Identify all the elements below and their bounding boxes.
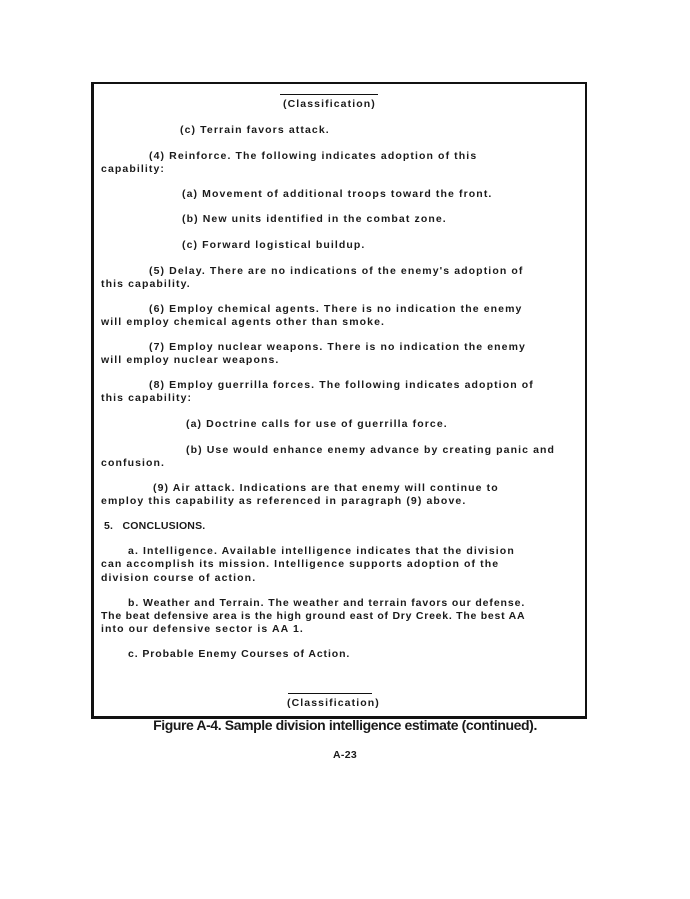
line-guerrilla-forces: (8) Employ guerrilla forces. The following indicates adoption of (149, 379, 534, 391)
footer-classification: (Classification) (287, 697, 380, 709)
line-reinforce: (4) Reinforce. The following indicates adoption of this (149, 150, 478, 162)
line-delay-cont: this capability. (101, 278, 191, 290)
line-weather-terrain: b. Weather and Terrain. The weather and terrain favors our defense. (128, 597, 526, 609)
line-chemical-agents-cont: will employ chemical agents other than smoke. (101, 316, 386, 328)
line-movement-troops: (a) Movement of additional troops toward the front. (182, 188, 493, 200)
line-chemical-agents: (6) Employ chemical agents. There is no indication the enemy (149, 303, 523, 315)
line-reinforce-cont: capability: (101, 163, 166, 175)
page-number: A-23 (333, 749, 357, 761)
line-intelligence-cont1: can accomplish its mission. Intelligence supports adoption of the (101, 558, 500, 570)
header-rule (280, 94, 378, 95)
line-enhance-advance: (b) Use would enhance enemy advance by creating panic and (186, 444, 556, 456)
footer-rule (288, 693, 372, 694)
header-classification: (Classification) (283, 98, 376, 110)
line-terrain-favors: (c) Terrain favors attack. (180, 124, 330, 136)
line-intelligence: a. Intelligence. Available intelligence indicates that the division (128, 545, 515, 557)
section-conclusions: 5. CONCLUSIONS. (104, 520, 206, 532)
figure-caption: Figure A-4. Sample division intelligence estimate (continued). (153, 717, 537, 733)
line-air-attack: (9) Air attack. Indications are that enemy will continue to (153, 482, 499, 494)
line-delay: (5) Delay. There are no indications of the enemy's adoption of (149, 265, 524, 277)
line-forward-logistical: (c) Forward logistical buildup. (182, 239, 366, 251)
line-nuclear-weapons: (7) Employ nuclear weapons. There is no indication the enemy (149, 341, 526, 353)
line-enhance-advance-cont: confusion. (101, 457, 166, 469)
line-guerrilla-forces-cont: this capability: (101, 392, 193, 404)
line-weather-terrain-cont1: The beat defensive area is the high ground east of Dry Creek. The best AA (101, 610, 526, 622)
line-doctrine: (a) Doctrine calls for use of guerrilla force. (186, 418, 448, 430)
line-weather-terrain-cont2: into our defensive sector is AA 1. (101, 623, 304, 635)
line-enemy-courses: c. Probable Enemy Courses of Action. (128, 648, 351, 660)
line-nuclear-weapons-cont: will employ nuclear weapons. (101, 354, 280, 366)
line-new-units: (b) New units identified in the combat zone. (182, 213, 447, 225)
line-air-attack-cont: employ this capability as referenced in paragraph (9) above. (101, 495, 467, 507)
line-intelligence-cont2: division course of action. (101, 572, 257, 584)
